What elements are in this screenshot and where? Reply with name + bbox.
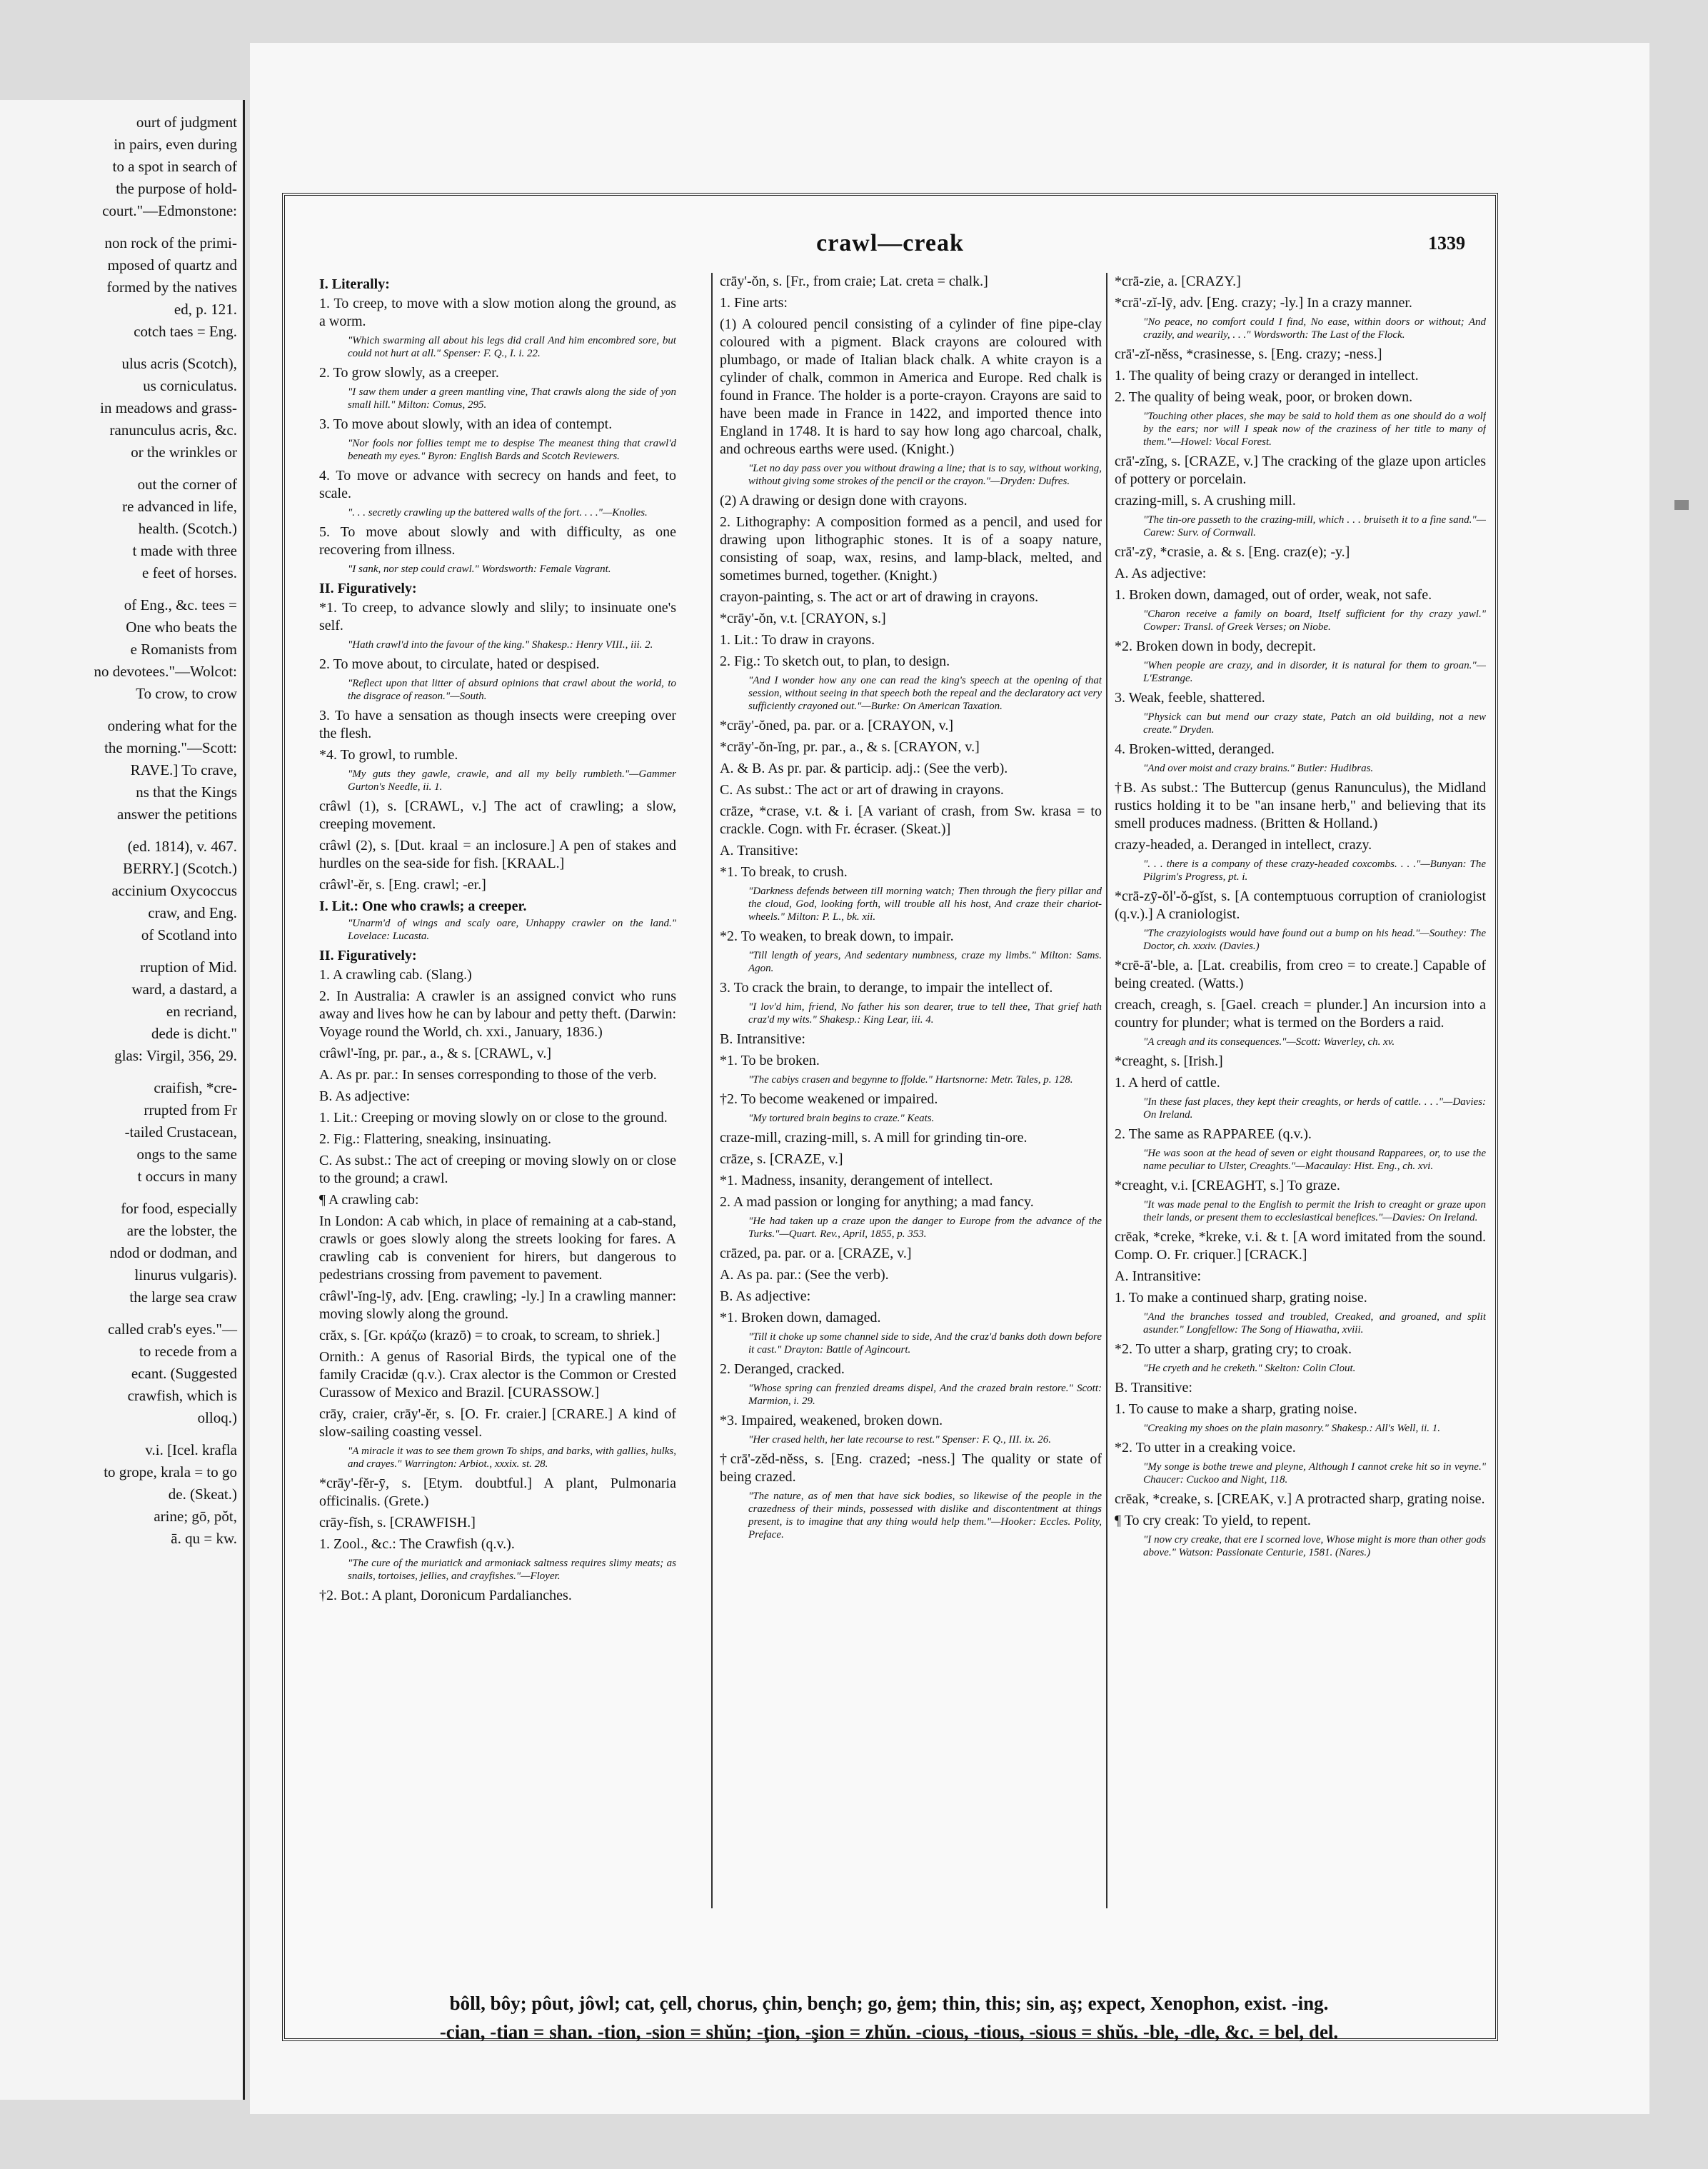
prev-page-line: en recriand, <box>166 1003 237 1020</box>
entry-text: A. As pa. par.: (See the verb). <box>720 1267 889 1283</box>
citation-quote: "Which swarming all about his legs did crall And him encombred sore, but could not hurt at all." Spenser: F. Q., I. i. 22. <box>348 335 676 359</box>
prev-page-line: us corniculatus. <box>143 377 237 394</box>
entry-text: 1. Zool., &c.: The Crawfish (q.v.). <box>319 1536 515 1552</box>
entry-text: 2. To move about, to circulate, hated or despised. <box>319 656 600 672</box>
section-heading: II. Figuratively: <box>319 948 417 963</box>
prev-page-line: ā. qu = kw. <box>171 1530 237 1547</box>
citation-quote: "Let no day pass over you without drawing a line; that is to say, without working, without giving some strokes of the pencil or the crayon."—Dryden: Dufres. <box>748 463 1102 487</box>
prev-page-line: t occurs in many <box>137 1168 237 1185</box>
citation-quote: "Creaking my shoes on the plain masonry." Shakesp.: All's Well, ii. 1. <box>1143 1423 1441 1434</box>
citation-quote: "I lov'd him, friend, No father his son dearer, true to tell thee, That grief hath craz'd my wits." Shakesp.: King Lear, iii. 4. <box>748 1001 1102 1026</box>
citation-quote: "I now cry creake, that ere I scorned love, Whose might is more than other gods above." Watson: Passionate Centurie, 1581. (Nares.) <box>1143 1534 1486 1558</box>
prev-page-line: ourt of judgment <box>136 114 237 131</box>
prev-page-line: to grope, krala = to go <box>104 1463 237 1481</box>
entry-text: 3. Weak, feeble, shattered. <box>1115 690 1265 706</box>
entry-text: *1. Madness, insanity, derangement of intellect. <box>720 1173 993 1188</box>
header-title: crawl—creak <box>816 230 964 256</box>
prev-page-line: of Eng., &c. tees = <box>124 596 237 613</box>
prev-page-line: ranunculus acris, &c. <box>109 421 237 439</box>
entry-text: 3. To crack the brain, to derange, to impair the intellect of. <box>720 980 1053 996</box>
prev-page-line: de. (Skeat.) <box>168 1486 237 1503</box>
entry-text: creach, creagh, s. [Gael. creach = plunder.] An incursion into a country for plunder; what is termed on the Borders a raid. <box>1115 997 1486 1031</box>
entry-text: *crā-zie, a. [CRAZY.] <box>1115 274 1241 289</box>
entry-text: crayon-painting, s. The act or art of drawing in crayons. <box>720 589 1039 605</box>
citation-quote: "The nature, as of men that have sick bodies, so likewise of the people in the crazedness of their minds, possessed with dislike and discontentment at things present, is to imagine that any thing would help them."—Hooker: Eccles. Polity, Preface. <box>748 1491 1102 1541</box>
prev-page-line: e feet of horses. <box>142 564 237 581</box>
citation-quote: "Touching other places, she may be said to hold them as one should do a wolf by the ears; nor will I speak now of the craziness of her title to many of them."—Howel: Vocal Forest. <box>1143 411 1486 448</box>
entry-text: *crāy'-ŏn-ĭng, pr. par., a., & s. [CRAYON, v.] <box>720 739 980 755</box>
prev-page-line: out the corner of <box>137 476 237 493</box>
prev-page-line: ndod or dodman, and <box>109 1244 237 1261</box>
citation-quote: "Charon receive a family on board, Itself sufficient for thy crazy yawl." Cowper: Transl. of Greek Verses; on Niobe. <box>1143 608 1486 633</box>
citation-quote: "He was soon at the head of seven or eight thousand Rapparees, or, to use the name peculiar to Ulster, Creaghts."—Macaulay: Hist. Eng., ch. xvi. <box>1143 1148 1486 1172</box>
scan-mark <box>1674 500 1689 510</box>
citation-quote: "Darkness defends between till morning watch; Then through the fiery pillar and the cloud, God, looking forth, will trouble all his host, And craze their chariot-wheels." Milton: P. L., bk. xii. <box>748 886 1102 923</box>
prev-page-line: to a spot in search of <box>112 158 237 175</box>
citation-quote: "I sank, nor step could crawl." Wordsworth: Female Vagrant. <box>348 563 611 575</box>
prev-page-line: mposed of quartz and <box>107 256 237 274</box>
pronunciation-key-line-1: bôll, bôy; pôut, jôwl; cat, çell, chorus, çhin, bençh; go, ġem; thin, this; sin, aş; expect, Xenophon, exist. -ing. <box>449 1993 1329 2014</box>
entry-text: 1. To make a continued sharp, grating noise. <box>1115 1290 1367 1306</box>
entry-text: crăx, s. [Gr. κράζω (krazō) = to croak, to scream, to shriek.] <box>319 1328 660 1343</box>
entry-text: 3. To move about slowly, with an idea of contempt. <box>319 416 613 432</box>
prev-page-line: BERRY.] (Scotch.) <box>122 860 237 877</box>
entry-text: crāy, craier, crāy'-ĕr, s. [O. Fr. craier.] [CRARE.] A kind of slow-sailing coasting vessel. <box>319 1406 676 1440</box>
prev-page-line: in meadows and grass- <box>100 399 237 416</box>
citation-quote: "He cryeth and he creketh." Skelton: Colin Clout. <box>1143 1363 1356 1374</box>
entry-text: 1. To creep, to move with a slow motion along the ground, as a worm. <box>319 296 676 329</box>
entry-text: *2. To utter in a creaking voice. <box>1115 1440 1296 1456</box>
entry-text: crâwl (2), s. [Dut. kraal = an inclosure.] A pen of stakes and hurdles on the sea-side for fish. [KRAAL.] <box>319 838 676 871</box>
entry-text: 2. Fig.: To sketch out, to plan, to design. <box>720 653 950 669</box>
entry-text: B. As adjective: <box>319 1088 411 1104</box>
entry-text: 1. A crawling cab. (Slang.) <box>319 967 472 983</box>
entry-text: crā'-zĭ-nĕss, *crasinesse, s. [Eng. crazy; -ness.] <box>1115 346 1382 362</box>
entry-text: 5. To move about slowly and with difficulty, as one recovering from illness. <box>319 524 676 558</box>
entry-text: 1. To cause to make a sharp, grating noise. <box>1115 1401 1357 1417</box>
citation-quote: "Reflect upon that litter of absurd opinions that crawl about the world, to the disgrace of reason."—South. <box>348 678 676 702</box>
citation-quote: "The tin-ore passeth to the crazing-mill, which . . . bruiseth it to a fine sand."—Carew: Surv. of Cornwall. <box>1143 514 1486 539</box>
prev-page-line: dede is dicht." <box>151 1025 237 1042</box>
citation-quote: "The cure of the muriatick and armoniack saltness requires slimy meats; as snails, tortoises, jellies, and crayfishes."—Floyer. <box>348 1558 676 1582</box>
citation-quote: "I saw them under a green mantling vine, That crawls along the side of yon small hill." Milton: Comus, 295. <box>348 386 676 411</box>
citation-quote: "Till it choke up some channel side to side, And the craz'd banks doth down before it cast." Drayton: Battle of Agincourt. <box>748 1331 1102 1356</box>
entry-text: (2) A drawing or design done with crayons. <box>720 493 968 509</box>
prev-page-line: the large sea craw <box>129 1288 237 1306</box>
entry-text: 2. The same as RAPPAREE (q.v.). <box>1115 1126 1312 1142</box>
entry-text: *crāy'-ŏn, v.t. [CRAYON, s.] <box>720 611 886 626</box>
entry-text: *1. To creep, to advance slowly and slily; to insinuate one's self. <box>319 600 676 633</box>
citation-quote: "Unarm'd of wings and scaly oare, Unhappy crawler on the land." Lovelace: Lucasta. <box>348 918 676 942</box>
citation-quote: "Till length of years, And sedentary numbness, craze my limbs." Milton: Sams. Agon. <box>748 950 1102 974</box>
section-heading: I. Literally: <box>319 276 390 292</box>
entry-text: 1. Lit.: To draw in crayons. <box>720 632 875 648</box>
prev-page-line: arine; gō, pŏt, <box>154 1508 237 1525</box>
pronunciation-key-line-2: -cian, -tian = shan. -tion, -sion = shŭn; -ţion, -şion = zhŭn. -cious, -tious, -sious = shŭs. -ble, -dle, &c. = bel, del. <box>439 2021 1339 2043</box>
entry-text: crâwl'-ĕr, s. [Eng. crawl; -er.] <box>319 877 486 893</box>
citation-quote: "Whose spring can frenzied dreams dispel, And the crazed brain restore." Scott: Marmion, i. 29. <box>748 1383 1102 1407</box>
entry-text: A. Transitive: <box>720 843 799 858</box>
entry-text: 2. To grow slowly, as a creeper. <box>319 365 499 381</box>
entry-text: *2. Broken down in body, decrepit. <box>1115 638 1316 654</box>
prev-page-line: ecant. (Suggested <box>131 1365 237 1382</box>
citation-quote: "In these fast places, they kept their creaghts, or herds of cattle. . . ."—Davies: On Ireland. <box>1143 1096 1486 1121</box>
prev-page-line: answer the petitions <box>117 806 237 823</box>
prev-page-line: health. (Scotch.) <box>138 520 237 537</box>
prev-page-line: One who beats the <box>126 618 237 636</box>
prev-page-line: ongs to the same <box>136 1146 237 1163</box>
entry-text: crāzed, pa. par. or a. [CRAZE, v.] <box>720 1246 912 1261</box>
prev-page-line: olloq.) <box>197 1409 237 1426</box>
citation-quote: "My tortured brain begins to craze." Keats. <box>748 1113 935 1124</box>
citation-quote: "The cabiys crasen and begynne to ffolde." Hartsnorne: Metr. Tales, p. 128. <box>748 1074 1073 1086</box>
entry-text: B. Intransitive: <box>720 1031 805 1047</box>
prev-page-line: no devotees."—Wolcot: <box>94 663 237 680</box>
prev-page-line: To crow, to crow <box>136 685 237 702</box>
prev-page-line: cotch taes = Eng. <box>134 323 237 340</box>
prev-page-line: rrupted from Fr <box>144 1101 237 1118</box>
citation-quote: "And the branches tossed and troubled, Creaked, and groaned, and split asunder." Longfellow: The Song of Hiawatha, xviii. <box>1143 1311 1486 1336</box>
entry-text: crāy'-ŏn, s. [Fr., from craie; Lat. creta = chalk.] <box>720 274 988 289</box>
prev-page-line: v.i. [Icel. krafla <box>145 1441 237 1458</box>
entry-text: crāze, s. [CRAZE, v.] <box>720 1151 843 1167</box>
entry-text: crazing-mill, s. A crushing mill. <box>1115 493 1296 509</box>
entry-text: 2. Deranged, cracked. <box>720 1361 845 1377</box>
prev-page-line: are the lobster, the <box>126 1222 237 1239</box>
entry-text: crāy-fĭsh, s. [CRAWFISH.] <box>319 1515 476 1531</box>
prev-page-line: ulus acris (Scotch), <box>121 355 237 372</box>
prev-page-line: craw, and Eng. <box>148 904 237 921</box>
citation-quote: ". . . secretly crawling up the battered walls of the fort. . . ."—Knolles. <box>348 507 648 519</box>
citation-quote: "And I wonder how any one can read the king's speech at the opening of that session, without seeing in that speech both the repeal and the declaratory act very sufficiently crayoned out."—Burke: On American Taxation. <box>748 675 1102 712</box>
entry-text: 2. In Australia: A crawler is an assigned convict who runs away and lives how he can by labour and petty theft. (Darwin: Voyage round the World, ch. xxi., January, 1836.) <box>319 988 676 1040</box>
entry-text: *creaght, s. [Irish.] <box>1115 1053 1223 1069</box>
prev-page-line: crawfish, which is <box>127 1387 237 1404</box>
prev-page-line: t made with three <box>132 542 237 559</box>
prev-page-line: glas: Virgil, 356, 29. <box>114 1047 237 1064</box>
citation-quote: "Physick can but mend our crazy state, Patch an old building, not a new create." Dryden. <box>1143 711 1486 736</box>
page-frame <box>282 193 1498 2041</box>
prev-page-line: ed, p. 121. <box>174 301 237 318</box>
citation-quote: ". . . there is a company of these crazy-headed coxcombs. . . ."—Bunyan: The Pilgrim's Progress, pt. i. <box>1143 858 1486 883</box>
entry-text: crēak, *creake, s. [CREAK, v.] A protracted sharp, grating noise. <box>1115 1491 1485 1507</box>
entry-text: crā'-zĭng, s. [CRAZE, v.] The cracking of the glaze upon articles of pottery or porcelain. <box>1115 454 1486 487</box>
entry-text: A. As pr. par.: In senses corresponding to those of the verb. <box>319 1067 657 1083</box>
prev-page-line: the morning."—Scott: <box>104 739 237 756</box>
entry-text: *1. Broken down, damaged. <box>720 1310 881 1326</box>
entry-text: crēak, *creke, *kreke, v.i. & t. [A word imitated from the sound. Comp. O. Fr. criquer.] [CRACK.] <box>1115 1229 1486 1263</box>
column-1 <box>319 273 676 1908</box>
entry-text: In London: A cab which, in place of remaining at a cab-stand, crawls or goes slowly along the streets looking for fares. A crawling cab is convenient for hirers, but dangerous to pedestrians crossing from pavement to pavement. <box>319 1213 676 1283</box>
prev-page-line: ondering what for the <box>107 717 237 734</box>
prev-page-line: accinium Oxycoccus <box>111 882 237 899</box>
entry-text: *crāy'-fĕr-ȳ, s. [Etym. doubtful.] A plant, Pulmonaria officinalis. (Grete.) <box>319 1476 676 1509</box>
entry-text: 1. Fine arts: <box>720 295 788 311</box>
prev-page-line: court."—Edmonstone: <box>102 202 237 219</box>
entry-text: C. As subst.: The act or art of drawing in crayons. <box>720 782 1004 798</box>
citation-quote: "My guts they gawle, crawle, and all my belly rumbleth."—Gammer Gurton's Needle, ii. 1. <box>348 768 676 793</box>
prev-page-line: linurus vulgaris). <box>134 1266 237 1283</box>
running-header <box>285 230 1495 266</box>
entry-text: 4. To move or advance with secrecy on hands and feet, to scale. <box>319 468 676 501</box>
entry-text: B. As adjective: <box>720 1288 811 1304</box>
entry-text: 2. Lithography: A composition formed as a pencil, and used for drawing upon lithographic stones. It is of a soapy nature, consisting of soap, wax, resins, and lamp-black, melted, and sometimes burned, together. (Knight.) <box>720 514 1102 583</box>
prev-page-line: craifish, *cre- <box>154 1079 237 1096</box>
prev-page-line: or the wrinkles or <box>131 444 237 461</box>
entry-text: B. Transitive: <box>1115 1380 1192 1396</box>
entry-text: *crē-ā'-ble, a. [Lat. creabilis, from creo = to create.] Capable of being created. (Watts.) <box>1115 958 1486 991</box>
entry-text: 1. Broken down, damaged, out of order, weak, not safe. <box>1115 587 1432 603</box>
entry-text: C. As subst.: The act of creeping or moving slowly on or close to the ground; a crawl. <box>319 1153 676 1186</box>
entry-text: †2. Bot.: A plant, Doronicum Pardalianches. <box>319 1588 572 1603</box>
entry-text: 4. Broken-witted, deranged. <box>1115 741 1275 757</box>
citation-quote: "My songe is bothe trewe and pleyne, Although I cannot creke hit so in veyne." Chaucer: Cuckoo and Night, 118. <box>1143 1461 1486 1486</box>
entry-text: 1. The quality of being crazy or deranged in intellect. <box>1115 368 1419 384</box>
prev-page-line: RAVE.] To crave, <box>130 761 237 778</box>
entry-text: *crā'-zĭ-lȳ, adv. [Eng. crazy; -ly.] In a crazy manner. <box>1115 295 1412 311</box>
citation-quote: "A miracle it was to see them grown To ships, and barks, with gallies, hulks, and crayes." Warrington: Arbiot., xxxix. st. 28. <box>348 1446 676 1470</box>
citation-quote: "A creagh and its consequences."—Scott: Waverley, ch. xv. <box>1143 1036 1395 1048</box>
prev-page-line: for food, especially <box>121 1200 237 1217</box>
prev-page-line: -tailed Crustacean, <box>124 1123 237 1141</box>
prev-page-line: (ed. 1814), v. 467. <box>127 838 237 855</box>
prev-page-line: of Scotland into <box>141 926 237 943</box>
entry-text: crâwl (1), s. [CRAWL, v.] The act of crawling; a slow, creeping movement. <box>319 798 676 832</box>
prev-page-line: the purpose of hold- <box>116 180 237 197</box>
citation-quote: "Hath crawl'd into the favour of the king." Shakesp.: Henry VIII., iii. 2. <box>348 639 653 651</box>
entry-text: †B. As subst.: The Buttercup (genus Ranunculus), the Midland rustics holding it to be "an insane herb," and believing that its smell produces madness. (Britten & Holland.) <box>1115 780 1486 831</box>
column-2 <box>711 273 1102 1908</box>
entry-text: crâwl'-ĭng, pr. par., a., & s. [CRAWL, v.] <box>319 1046 552 1061</box>
section-heading: I. Lit.: One who crawls; a creeper. <box>319 898 527 914</box>
prev-page-line: non rock of the primi- <box>104 234 237 251</box>
entry-text: †crā'-zĕd-nĕss, s. [Eng. crazed; -ness.] The quality or state of being crazed. <box>720 1451 1102 1485</box>
prev-page-line: to recede from a <box>139 1343 237 1360</box>
previous-page-fragment <box>0 100 245 2100</box>
entry-text: crazy-headed, a. Deranged in intellect, crazy. <box>1115 837 1372 853</box>
entry-text: 2. Fig.: Flattering, sneaking, insinuating. <box>319 1131 551 1147</box>
entry-text: ¶ To cry creak: To yield, to repent. <box>1115 1513 1311 1528</box>
entry-text: *crāy'-ŏned, pa. par. or a. [CRAYON, v.] <box>720 718 954 733</box>
citation-quote: "And over moist and crazy brains." Butler: Hudibras. <box>1143 763 1374 774</box>
entry-text: 3. To have a sensation as though insects were creeping over the flesh. <box>319 708 676 741</box>
entry-text: *1. To break, to crush. <box>720 864 848 880</box>
entry-text: *2. To weaken, to break down, to impair. <box>720 928 954 944</box>
entry-text: crā'-zȳ, *crasie, a. & s. [Eng. craz(e); -y.] <box>1115 544 1350 560</box>
entry-text: *3. Impaired, weakened, broken down. <box>720 1413 943 1428</box>
entry-text: *4. To growl, to rumble. <box>319 747 458 763</box>
citation-quote: "The crazyiologists would have found out a bump on his head."—Southey: The Doctor, ch. xxxiv. (Davies.) <box>1143 928 1486 952</box>
column-3 <box>1106 273 1486 1908</box>
prev-page-line: e Romanists from <box>130 641 237 658</box>
prev-page-line: rruption of Mid. <box>140 958 237 976</box>
citation-quote: "He had taken up a craze upon the danger to Europe from the advance of the Turks."—Quart. Rev., April, 1855, p. 353. <box>748 1216 1102 1240</box>
entry-text: A. As adjective: <box>1115 566 1207 581</box>
prev-page-line: ward, a dastard, a <box>131 981 237 998</box>
entry-text: *1. To be broken. <box>720 1053 820 1068</box>
entry-text: A. & B. As pr. par. & particip. adj.: (See the verb). <box>720 761 1008 776</box>
entry-text: 2. The quality of being weak, poor, or broken down. <box>1115 389 1413 405</box>
entry-text: *creaght, v.i. [CREAGHT, s.] To graze. <box>1115 1178 1340 1193</box>
citation-quote: "When people are crazy, and in disorder, it is natural for them to groan."—L'Estrange. <box>1143 660 1486 684</box>
entry-text: *crā-zȳ-ŏl'-ŏ-gĭst, s. [A contemptuous corruption of craniologist (q.v.).] A craniologist. <box>1115 888 1486 922</box>
citation-quote: "No peace, no comfort could I find, No ease, within doors or without; And crazily, and wearily, . . ." Wordsworth: The Last of the Flock. <box>1143 316 1486 341</box>
entry-text: crâwl'-ĭng-lȳ, adv. [Eng. crawling; -ly.] In a crawling manner: moving slowly along the ground. <box>319 1288 676 1322</box>
citation-quote: "Nor fools nor follies tempt me to despise The meanest thing that crawl'd beneath my eyes." Byron: English Bards and Scotch Reviewers. <box>348 438 676 462</box>
entry-text: crāze, *crase, v.t. & i. [A variant of crash, from Sw. krasa = to crackle. Cogn. with Fr. écraser. (Skeat.)] <box>720 803 1102 837</box>
entry-text: craze-mill, crazing-mill, s. A mill for grinding tin-ore. <box>720 1130 1028 1146</box>
pronunciation-key <box>282 1989 1496 2046</box>
entry-text: 1. Lit.: Creeping or moving slowly on or close to the ground. <box>319 1110 668 1126</box>
entry-text: Ornith.: A genus of Rasorial Birds, the typical one of the family Cracidæ (q.v.). Crax alector is the Common or Crested Curassow of Mexico and Brazil. [CURASSOW.] <box>319 1349 676 1401</box>
entry-text: (1) A coloured pencil consisting of a cylinder of fine pipe-clay coloured with a pigment. Black crayons are coloured with plumbago, or made of Italian black chalk. A white crayon is a cylinder of chalk, common in America and Europe. Red chalk is found in France. The holder is a porte-crayon. Crayons are said to have been made in France in 1422, and imported thence into England in 1748. It is hard to say how long ago charcoal, chalk, and ochreous earths were used. (Knight.) <box>720 316 1102 457</box>
entry-text: *2. To utter a sharp, grating cry; to croak. <box>1115 1341 1352 1357</box>
section-heading: II. Figuratively: <box>319 581 417 596</box>
prev-page-line: formed by the natives <box>106 279 237 296</box>
entry-text: 2. A mad passion or longing for anything; a mad fancy. <box>720 1194 1034 1210</box>
citation-quote: "Her crased helth, her late recourse to rest." Spenser: F. Q., III. ix. 26. <box>748 1434 1052 1446</box>
prev-page-line: ns that the Kings <box>136 783 237 801</box>
entry-text: †2. To become weakened or impaired. <box>720 1091 938 1107</box>
prev-page-line: in pairs, even during <box>114 136 237 153</box>
entry-text: ¶ A crawling cab: <box>319 1192 419 1208</box>
citation-quote: "It was made penal to the English to permit the Irish to creaght or graze upon their lands, or present them to ecclesiastical benefices."—Davies: On Ireland. <box>1143 1199 1486 1223</box>
entry-text: 1. A herd of cattle. <box>1115 1075 1220 1091</box>
prev-page-line: re advanced in life, <box>122 498 237 515</box>
page-number: 1339 <box>1428 233 1465 254</box>
entry-text: A. Intransitive: <box>1115 1268 1202 1284</box>
prev-page-line: called crab's eyes."— <box>108 1321 237 1338</box>
